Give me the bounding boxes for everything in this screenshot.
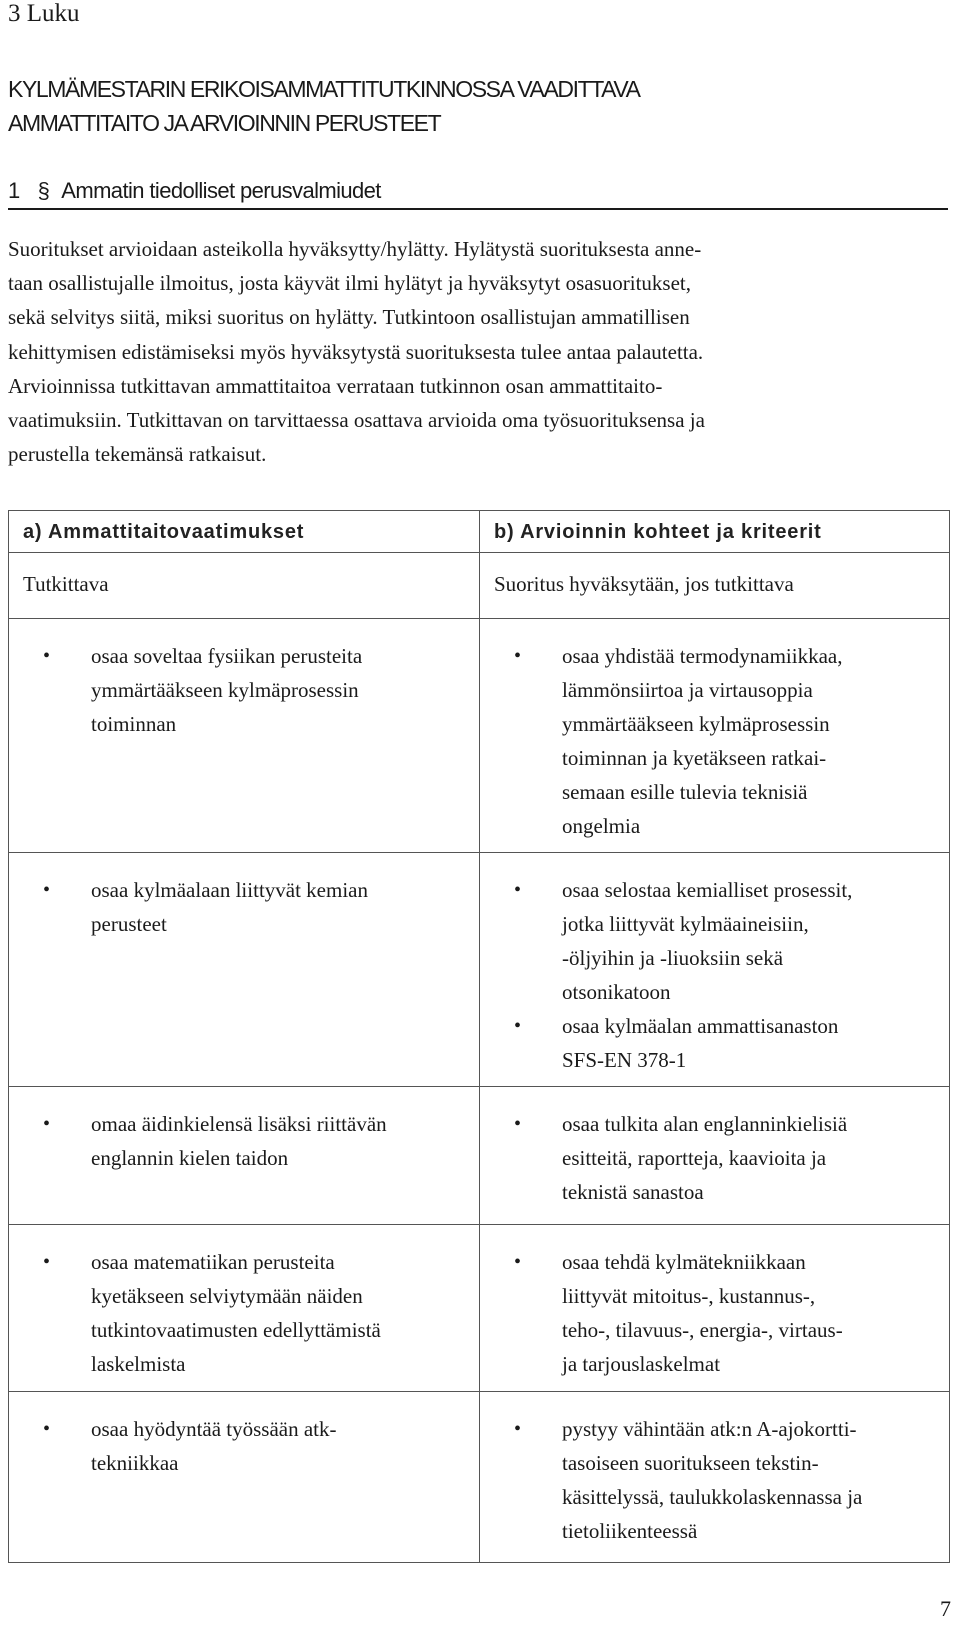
item-line: SFS-EN 378-1 (562, 1048, 687, 1072)
list-item (494, 873, 937, 1009)
requirement-list (23, 1412, 467, 1480)
main-title (8, 72, 938, 140)
requirement-list (23, 639, 467, 741)
requirement-list (23, 1245, 467, 1381)
list-item (494, 1245, 937, 1381)
list-item (23, 1412, 467, 1480)
requirement-cell (9, 1225, 480, 1392)
item-line: osaa kylmäalan ammattisanaston (562, 1014, 839, 1038)
bullet-icon: • (514, 879, 522, 901)
criteria-cell (480, 1392, 950, 1563)
item-line: osaa tehdä kylmätekniikkaan (562, 1250, 806, 1274)
item-line: osaa yhdistää termodynamiikkaa, (562, 644, 843, 668)
intro-line: Suoritukset arvioidaan asteikolla hyväksytty/hylätty. Hylätystä suorituksesta anne- (8, 237, 702, 261)
item-line: otsonikatoon (562, 980, 671, 1004)
requirement-cell (9, 853, 480, 1087)
subheader-accepted-if: Suoritus hyväksytään, jos tutkittava (480, 553, 950, 619)
list-item (494, 1412, 937, 1548)
intro-line: sekä selvitys siitä, miksi suoritus on hylätty. Tutkintoon osallistujan ammatillisen (8, 305, 690, 330)
title-line: KYLMÄMESTARIN ERIKOISAMMATTITUTKINNOSSA VAADITTAVA (8, 76, 640, 102)
item-line: osaa matematiikan perusteita (91, 1250, 335, 1274)
item-line: semaan esille tulevia teknisiä (562, 780, 808, 804)
criteria-list (494, 1245, 937, 1381)
criteria-list (494, 1412, 937, 1548)
list-item (494, 1009, 937, 1077)
criteria-list (494, 639, 937, 843)
item-line: toiminnan (91, 712, 177, 736)
header-criteria: b) Arvioinnin kohteet ja kriteerit (480, 511, 950, 553)
table-subheader-row (9, 553, 950, 619)
intro-line: taan osallistujalle ilmoitus, josta käyvät ilmi hylätyt ja hyväksytyt osasuoritukset, (8, 271, 691, 296)
section-title: Ammatin tiedolliset perusvalmiudet (61, 178, 381, 203)
item-line: osaa hyödyntää työssään atk- (91, 1417, 337, 1441)
bullet-icon: • (514, 645, 522, 667)
bullet-icon: • (43, 1418, 51, 1440)
table-row (9, 853, 950, 1087)
criteria-list (494, 1107, 937, 1209)
bullet-icon: • (514, 1113, 522, 1135)
item-line: tekniikkaa (91, 1451, 179, 1475)
item-line: jotka liittyvät kylmäaineisiin, (562, 912, 809, 936)
item-line: osaa selostaa kemialliset prosessit, (562, 878, 853, 902)
criteria-list (494, 873, 937, 1077)
requirement-cell (9, 1087, 480, 1225)
table-row (9, 1225, 950, 1392)
item-line: osaa kylmäalaan liittyvät kemian (91, 878, 368, 902)
item-line: tutkintovaatimusten edellyttämistä (91, 1318, 381, 1342)
intro-paragraph (8, 232, 948, 471)
bullet-icon: • (514, 1251, 522, 1273)
criteria-cell (480, 1087, 950, 1225)
requirement-cell (9, 1392, 480, 1563)
item-line: ymmärtääkseen kylmäprosessin (562, 712, 830, 736)
bullet-icon: • (43, 1251, 51, 1273)
criteria-cell (480, 1225, 950, 1392)
subheader-candidate: Tutkittava (9, 553, 480, 619)
title-line: AMMATTITAITO JA ARVIOINNIN PERUSTEET (8, 110, 441, 136)
table-row (9, 1392, 950, 1563)
table-row (9, 619, 950, 853)
intro-line: kehittymisen edistämiseksi myös hyväksytystä suorituksesta tulee antaa palautetta. (8, 339, 704, 364)
item-line: osaa tulkita alan englanninkielisiä (562, 1112, 848, 1136)
list-item (494, 639, 937, 843)
item-line: kyetäkseen selviytymään näiden (91, 1284, 363, 1308)
bullet-icon: • (43, 879, 51, 901)
item-line: tietoliikenteessä (562, 1519, 698, 1543)
requirement-list (23, 1107, 467, 1175)
bullet-icon: • (43, 645, 51, 667)
list-item (23, 1107, 467, 1175)
section-symbol: § (37, 178, 50, 203)
requirement-list (23, 873, 467, 941)
item-line: perusteet (91, 912, 167, 936)
list-item (23, 873, 467, 941)
section-heading (8, 176, 948, 210)
item-line: toiminnan ja kyetäkseen ratkai- (562, 746, 827, 770)
page-number: 7 (940, 1596, 951, 1621)
item-line: englannin kielen taidon (91, 1146, 289, 1170)
list-item (23, 639, 467, 741)
item-line: teho-, tilavuus-, energia-, virtaus- (562, 1318, 843, 1342)
table-header-row (9, 511, 950, 553)
criteria-cell (480, 619, 950, 853)
chapter-label: 3 Luku (8, 0, 80, 27)
criteria-cell (480, 853, 950, 1087)
intro-line: Arvioinnissa tutkittavan ammattitaitoa verrataan tutkinnon osan ammattitaito- (8, 373, 663, 398)
item-line: ongelmia (562, 814, 641, 838)
item-line: ja tarjouslaskelmat (562, 1352, 721, 1376)
bullet-icon: • (514, 1015, 522, 1037)
intro-line: perustella tekemänsä ratkaisut. (8, 442, 267, 467)
list-item (23, 1245, 467, 1381)
item-line: ymmärtääkseen kylmäprosessin (91, 678, 359, 702)
item-line: liittyvät mitoitus-, kustannus-, (562, 1284, 816, 1308)
table-row (9, 1087, 950, 1225)
item-line: tasoiseen suoritukseen tekstin- (562, 1451, 819, 1475)
item-line: -öljyihin ja -liuoksiin sekä (562, 946, 784, 970)
item-line: pystyy vähintään atk:n A-ajokortti- (562, 1417, 857, 1441)
item-line: omaa äidinkielensä lisäksi riittävän (91, 1112, 387, 1136)
item-line: käsittelyssä, taulukkolaskennassa ja (562, 1485, 863, 1509)
bullet-icon: • (514, 1418, 522, 1440)
list-item (494, 1107, 937, 1209)
section-number: 1 (8, 178, 20, 203)
requirement-cell (9, 619, 480, 853)
item-line: osaa soveltaa fysiikan perusteita (91, 644, 363, 668)
bullet-icon: • (43, 1113, 51, 1135)
item-line: esitteitä, raportteja, kaavioita ja (562, 1146, 827, 1170)
item-line: laskelmista (91, 1352, 186, 1376)
item-line: teknistä sanastoa (562, 1180, 704, 1204)
item-line: lämmönsiirtoa ja virtausoppia (562, 678, 813, 702)
intro-line: vaatimuksiin. Tutkittavan on tarvittaessa osattava arvioida oma työsuorituksensa ja (8, 408, 705, 433)
header-requirements: a) Ammattitaitovaatimukset (9, 511, 480, 553)
requirements-table (8, 510, 950, 1563)
